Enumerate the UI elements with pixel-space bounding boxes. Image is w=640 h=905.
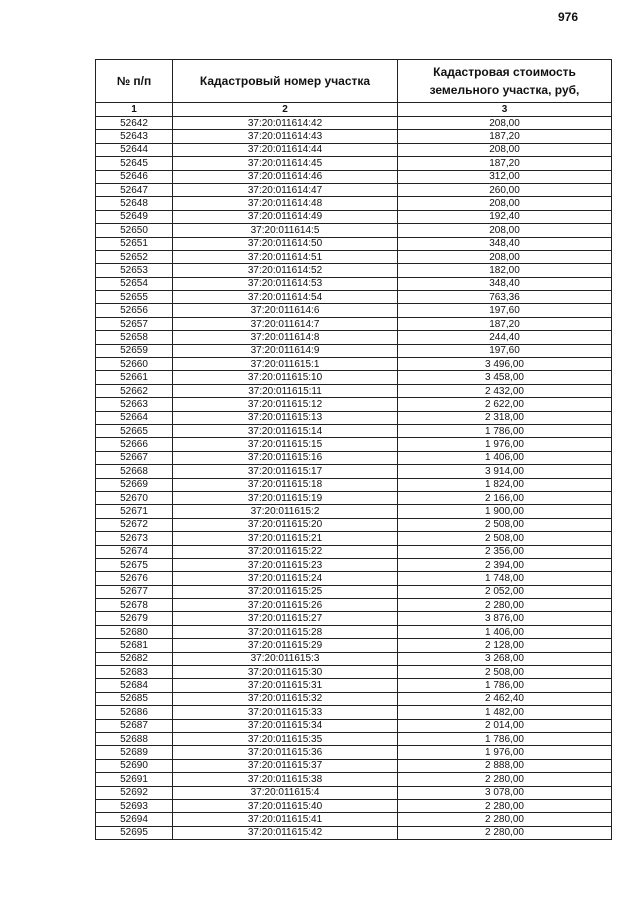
- table-row: [96, 746, 612, 759]
- cell-cadastral-value: 1 406,00: [398, 625, 612, 638]
- table-row: [96, 331, 612, 344]
- column-number-2: 2: [173, 103, 398, 117]
- table-row: [96, 813, 612, 826]
- cell-cadastral-value: 187,20: [398, 157, 612, 170]
- cell-cadastral-number: 37:20:011615:20: [173, 518, 398, 531]
- cell-cadastral-value: 2 052,00: [398, 585, 612, 598]
- cell-row-number: 52695: [96, 826, 173, 839]
- page-number: 976: [558, 10, 579, 24]
- cell-row-number: 52671: [96, 505, 173, 518]
- cell-cadastral-number: 37:20:011615:42: [173, 826, 398, 839]
- cell-cadastral-value: 3 914,00: [398, 465, 612, 478]
- cell-cadastral-number: 37:20:011614:7: [173, 317, 398, 330]
- cell-cadastral-value: 1 824,00: [398, 478, 612, 491]
- cell-cadastral-value: 187,20: [398, 130, 612, 143]
- cell-cadastral-number: 37:20:011615:31: [173, 679, 398, 692]
- table-row: [96, 424, 612, 437]
- cell-cadastral-value: 3 458,00: [398, 371, 612, 384]
- table-row: [96, 304, 612, 317]
- column-number-row: [96, 103, 612, 117]
- table-row: [96, 344, 612, 357]
- cell-cadastral-value: 208,00: [398, 143, 612, 156]
- cell-cadastral-number: 37:20:011614:48: [173, 197, 398, 210]
- cell-cadastral-number: 37:20:011614:8: [173, 331, 398, 344]
- cell-cadastral-value: 2 508,00: [398, 666, 612, 679]
- cell-row-number: 52645: [96, 157, 173, 170]
- cell-row-number: 52652: [96, 250, 173, 263]
- table-row: [96, 451, 612, 464]
- cell-cadastral-value: 2 280,00: [398, 826, 612, 839]
- cell-cadastral-value: 208,00: [398, 250, 612, 263]
- cell-cadastral-value: 2 394,00: [398, 558, 612, 571]
- table-row: [96, 465, 612, 478]
- cell-cadastral-number: 37:20:011615:16: [173, 451, 398, 464]
- cell-row-number: 52691: [96, 773, 173, 786]
- cell-cadastral-value: 312,00: [398, 170, 612, 183]
- cell-cadastral-value: 763,36: [398, 291, 612, 304]
- table-row: [96, 491, 612, 504]
- table-row: [96, 157, 612, 170]
- cell-cadastral-value: 1 976,00: [398, 438, 612, 451]
- cell-cadastral-value: 2 888,00: [398, 759, 612, 772]
- cell-cadastral-value: 208,00: [398, 224, 612, 237]
- header-cadastral-number: Кадастровый номер участка: [173, 60, 398, 103]
- cell-row-number: 52666: [96, 438, 173, 451]
- cell-cadastral-value: 192,40: [398, 210, 612, 223]
- cell-row-number: 52661: [96, 371, 173, 384]
- table-body: [96, 117, 612, 840]
- header-row: [96, 60, 612, 103]
- cell-row-number: 52668: [96, 465, 173, 478]
- cell-cadastral-number: 37:20:011614:42: [173, 117, 398, 130]
- cell-cadastral-value: 260,00: [398, 183, 612, 196]
- cell-row-number: 52687: [96, 719, 173, 732]
- cell-cadastral-number: 37:20:011615:22: [173, 545, 398, 558]
- table-row: [96, 706, 612, 719]
- cell-cadastral-number: 37:20:011615:26: [173, 599, 398, 612]
- table-row: [96, 277, 612, 290]
- table-row: [96, 371, 612, 384]
- table-row: [96, 572, 612, 585]
- cell-cadastral-number: 37:20:011615:23: [173, 558, 398, 571]
- column-number-1: 1: [96, 103, 173, 117]
- cell-row-number: 52688: [96, 732, 173, 745]
- cell-cadastral-number: 37:20:011615:29: [173, 639, 398, 652]
- cell-cadastral-number: 37:20:011614:43: [173, 130, 398, 143]
- table-row: [96, 625, 612, 638]
- table-row: [96, 398, 612, 411]
- cell-cadastral-number: 37:20:011615:28: [173, 625, 398, 638]
- cell-cadastral-value: 1 900,00: [398, 505, 612, 518]
- cell-cadastral-number: 37:20:011614:53: [173, 277, 398, 290]
- cell-row-number: 52684: [96, 679, 173, 692]
- cell-row-number: 52686: [96, 706, 173, 719]
- cell-cadastral-value: 197,60: [398, 304, 612, 317]
- cell-row-number: 52664: [96, 411, 173, 424]
- cell-cadastral-value: 1 786,00: [398, 679, 612, 692]
- cell-row-number: 52650: [96, 224, 173, 237]
- table-row: [96, 679, 612, 692]
- cell-cadastral-number: 37:20:011615:12: [173, 398, 398, 411]
- cell-row-number: 52654: [96, 277, 173, 290]
- table-row: [96, 585, 612, 598]
- cell-cadastral-number: 37:20:011615:3: [173, 652, 398, 665]
- table-row: [96, 826, 612, 839]
- cell-cadastral-number: 37:20:011614:51: [173, 250, 398, 263]
- cell-row-number: 52665: [96, 424, 173, 437]
- table-row: [96, 505, 612, 518]
- table-row: [96, 599, 612, 612]
- cell-cadastral-value: 208,00: [398, 197, 612, 210]
- table-row: [96, 210, 612, 223]
- cell-cadastral-number: 37:20:011614:47: [173, 183, 398, 196]
- table-row: [96, 799, 612, 812]
- table-row: [96, 732, 612, 745]
- table-row: [96, 545, 612, 558]
- cell-row-number: 52692: [96, 786, 173, 799]
- cell-cadastral-number: 37:20:011615:17: [173, 465, 398, 478]
- cell-row-number: 52677: [96, 585, 173, 598]
- cell-cadastral-number: 37:20:011615:30: [173, 666, 398, 679]
- cell-cadastral-number: 37:20:011615:18: [173, 478, 398, 491]
- cell-cadastral-value: 1 976,00: [398, 746, 612, 759]
- cell-cadastral-value: 3 496,00: [398, 358, 612, 371]
- table-row: [96, 170, 612, 183]
- cell-cadastral-value: 1 406,00: [398, 451, 612, 464]
- table-row: [96, 384, 612, 397]
- cell-cadastral-number: 37:20:011615:19: [173, 491, 398, 504]
- cell-row-number: 52685: [96, 692, 173, 705]
- cell-row-number: 52646: [96, 170, 173, 183]
- cell-cadastral-number: 37:20:011614:44: [173, 143, 398, 156]
- cell-row-number: 52659: [96, 344, 173, 357]
- table-row: [96, 786, 612, 799]
- cell-cadastral-number: 37:20:011615:15: [173, 438, 398, 451]
- cell-row-number: 52648: [96, 197, 173, 210]
- table-row: [96, 478, 612, 491]
- column-number-3: 3: [398, 103, 612, 117]
- cell-row-number: 52681: [96, 639, 173, 652]
- table-row: [96, 358, 612, 371]
- cell-cadastral-value: 3 876,00: [398, 612, 612, 625]
- cell-row-number: 52673: [96, 532, 173, 545]
- table-row: [96, 532, 612, 545]
- cell-row-number: 52674: [96, 545, 173, 558]
- cell-cadastral-value: 2 280,00: [398, 799, 612, 812]
- table-row: [96, 183, 612, 196]
- table-row: [96, 612, 612, 625]
- cell-row-number: 52662: [96, 384, 173, 397]
- cell-cadastral-value: 3 268,00: [398, 652, 612, 665]
- table-row: [96, 224, 612, 237]
- cell-cadastral-number: 37:20:011615:2: [173, 505, 398, 518]
- table-row: [96, 639, 612, 652]
- cell-cadastral-number: 37:20:011615:40: [173, 799, 398, 812]
- cell-cadastral-value: 1 748,00: [398, 572, 612, 585]
- cell-cadastral-value: 1 482,00: [398, 706, 612, 719]
- cell-cadastral-number: 37:20:011614:9: [173, 344, 398, 357]
- cell-cadastral-value: 1 786,00: [398, 732, 612, 745]
- cell-row-number: 52663: [96, 398, 173, 411]
- cell-row-number: 52653: [96, 264, 173, 277]
- table-row: [96, 291, 612, 304]
- table-row: [96, 411, 612, 424]
- cell-cadastral-number: 37:20:011615:11: [173, 384, 398, 397]
- cell-row-number: 52672: [96, 518, 173, 531]
- cell-row-number: 52657: [96, 317, 173, 330]
- cell-cadastral-value: 2 508,00: [398, 518, 612, 531]
- cadastral-value-table: [95, 59, 612, 840]
- cell-cadastral-number: 37:20:011614:49: [173, 210, 398, 223]
- cell-row-number: 52667: [96, 451, 173, 464]
- cell-cadastral-number: 37:20:011615:21: [173, 532, 398, 545]
- header-row-number: № п/п: [96, 60, 173, 103]
- table-row: [96, 558, 612, 571]
- cell-row-number: 52689: [96, 746, 173, 759]
- cell-cadastral-number: 37:20:011615:25: [173, 585, 398, 598]
- table-row: [96, 652, 612, 665]
- cell-cadastral-value: 2 356,00: [398, 545, 612, 558]
- cell-cadastral-value: 348,40: [398, 277, 612, 290]
- cell-row-number: 52690: [96, 759, 173, 772]
- cell-cadastral-number: 37:20:011615:41: [173, 813, 398, 826]
- cell-cadastral-value: 208,00: [398, 117, 612, 130]
- cell-cadastral-value: 348,40: [398, 237, 612, 250]
- cell-row-number: 52647: [96, 183, 173, 196]
- table-header: [96, 60, 612, 117]
- cell-cadastral-number: 37:20:011615:13: [173, 411, 398, 424]
- table-row: [96, 759, 612, 772]
- cell-cadastral-number: 37:20:011614:45: [173, 157, 398, 170]
- cell-cadastral-value: 2 432,00: [398, 384, 612, 397]
- cell-cadastral-value: 2 014,00: [398, 719, 612, 732]
- cell-cadastral-number: 37:20:011614:46: [173, 170, 398, 183]
- table-row: [96, 666, 612, 679]
- table-row: [96, 692, 612, 705]
- cell-cadastral-number: 37:20:011615:38: [173, 773, 398, 786]
- cell-cadastral-value: 2 128,00: [398, 639, 612, 652]
- cell-cadastral-value: 244,40: [398, 331, 612, 344]
- table-row: [96, 117, 612, 130]
- cell-row-number: 52656: [96, 304, 173, 317]
- cell-cadastral-number: 37:20:011614:50: [173, 237, 398, 250]
- cell-cadastral-number: 37:20:011615:4: [173, 786, 398, 799]
- table-row: [96, 237, 612, 250]
- table-row: [96, 518, 612, 531]
- cell-row-number: 52658: [96, 331, 173, 344]
- cell-cadastral-value: 2 508,00: [398, 532, 612, 545]
- cell-row-number: 52642: [96, 117, 173, 130]
- cell-cadastral-value: 3 078,00: [398, 786, 612, 799]
- cell-cadastral-value: 2 166,00: [398, 491, 612, 504]
- table-row: [96, 143, 612, 156]
- cell-row-number: 52693: [96, 799, 173, 812]
- cell-cadastral-number: 37:20:011614:5: [173, 224, 398, 237]
- cell-cadastral-number: 37:20:011615:34: [173, 719, 398, 732]
- cell-cadastral-number: 37:20:011615:37: [173, 759, 398, 772]
- header-cadastral-value: Кадастровая стоимость земельного участка, руб,: [398, 60, 612, 103]
- table-row: [96, 250, 612, 263]
- table-row: [96, 438, 612, 451]
- cell-cadastral-value: 182,00: [398, 264, 612, 277]
- cell-cadastral-value: 1 786,00: [398, 424, 612, 437]
- cell-cadastral-number: 37:20:011615:32: [173, 692, 398, 705]
- cell-row-number: 52694: [96, 813, 173, 826]
- cell-row-number: 52660: [96, 358, 173, 371]
- table-row: [96, 197, 612, 210]
- cell-row-number: 52676: [96, 572, 173, 585]
- cell-cadastral-number: 37:20:011615:24: [173, 572, 398, 585]
- cell-row-number: 52643: [96, 130, 173, 143]
- cell-cadastral-number: 37:20:011614:54: [173, 291, 398, 304]
- cell-row-number: 52670: [96, 491, 173, 504]
- cell-cadastral-number: 37:20:011615:27: [173, 612, 398, 625]
- cell-cadastral-number: 37:20:011614:52: [173, 264, 398, 277]
- table-row: [96, 719, 612, 732]
- table-row: [96, 317, 612, 330]
- cell-cadastral-value: 2 280,00: [398, 599, 612, 612]
- cell-row-number: 52679: [96, 612, 173, 625]
- cell-cadastral-value: 2 622,00: [398, 398, 612, 411]
- cell-cadastral-number: 37:20:011615:33: [173, 706, 398, 719]
- cell-cadastral-value: 187,20: [398, 317, 612, 330]
- cell-row-number: 52675: [96, 558, 173, 571]
- cell-row-number: 52682: [96, 652, 173, 665]
- cell-row-number: 52669: [96, 478, 173, 491]
- cell-row-number: 52644: [96, 143, 173, 156]
- table-row: [96, 130, 612, 143]
- cell-row-number: 52680: [96, 625, 173, 638]
- cell-cadastral-number: 37:20:011615:1: [173, 358, 398, 371]
- cell-cadastral-number: 37:20:011615:35: [173, 732, 398, 745]
- cell-cadastral-number: 37:20:011614:6: [173, 304, 398, 317]
- cell-cadastral-value: 2 280,00: [398, 773, 612, 786]
- cell-row-number: 52683: [96, 666, 173, 679]
- cell-row-number: 52651: [96, 237, 173, 250]
- cell-cadastral-number: 37:20:011615:14: [173, 424, 398, 437]
- cell-row-number: 52649: [96, 210, 173, 223]
- cell-row-number: 52655: [96, 291, 173, 304]
- cell-cadastral-value: 197,60: [398, 344, 612, 357]
- cell-cadastral-value: 2 318,00: [398, 411, 612, 424]
- table-row: [96, 264, 612, 277]
- cell-row-number: 52678: [96, 599, 173, 612]
- cell-cadastral-number: 37:20:011615:10: [173, 371, 398, 384]
- cell-cadastral-number: 37:20:011615:36: [173, 746, 398, 759]
- cell-cadastral-value: 2 280,00: [398, 813, 612, 826]
- cell-cadastral-value: 2 462,40: [398, 692, 612, 705]
- table-row: [96, 773, 612, 786]
